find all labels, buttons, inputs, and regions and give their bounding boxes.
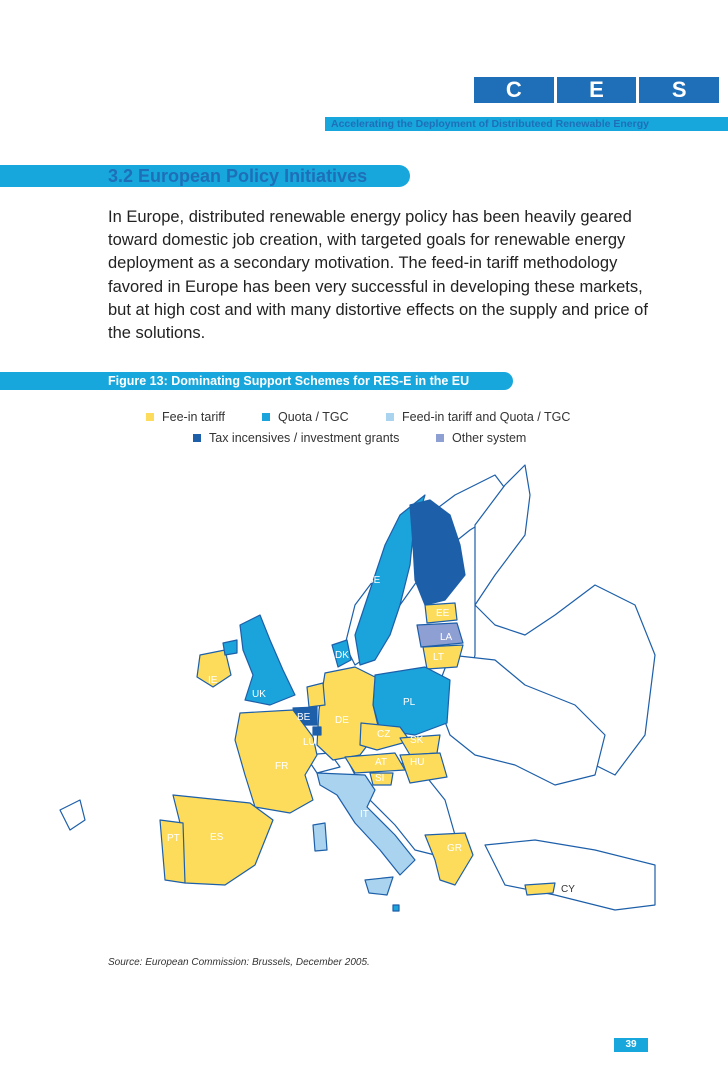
country-uk-ni [223, 640, 237, 655]
label-pl: PL [403, 697, 416, 708]
label-lu: LU [303, 737, 316, 748]
section-title: 3.2 European Policy Initiatives [108, 166, 368, 186]
label-cz: CZ [377, 729, 391, 740]
legend-item-other-system [436, 431, 526, 445]
label-be: BE [297, 712, 311, 723]
country-mt [393, 905, 399, 911]
country-it-sardinia [313, 823, 327, 851]
figure-source: Source: European Commission: Brussels, December 2005. [108, 957, 370, 968]
logo-letter-c: C [474, 77, 554, 103]
legend-swatch [436, 434, 444, 442]
label-es: ES [210, 832, 224, 843]
label-si: SI [375, 773, 385, 784]
body-paragraph: In Europe, distributed renewable energy policy has been heavily geared toward domestic job creation, with targeted goals for renewable energy deployment as a secondary motivation. The feed-in tariff methodology favored in Europe has been very successful in developing these markets, but at high cost and with many distortive effects on the supply and price of the solutions. [108, 208, 648, 343]
label-uk: UK [252, 689, 266, 700]
legend-label: Fee-in tariff [162, 410, 225, 424]
legend-swatch [386, 413, 394, 421]
tagline: Accelerating the Deployment of Distributeed Renewable Energy [331, 118, 649, 130]
legend-item-tax-incentives [193, 431, 399, 445]
label-ie: IE [208, 675, 218, 686]
country-it-sicily [365, 877, 393, 895]
label-sk: SK [410, 735, 424, 746]
legend-swatch [262, 413, 270, 421]
label-mt: MT [369, 899, 384, 910]
country-gr [425, 833, 473, 885]
label-cy: CY [561, 884, 575, 895]
turkey-outline [485, 840, 655, 910]
country-nl [307, 683, 325, 707]
legend-item-quota [262, 410, 349, 424]
label-la: LA [440, 632, 453, 643]
label-dk: DK [335, 650, 349, 661]
label-ee: EE [436, 608, 450, 619]
legend-item-fee-in-tariff [146, 410, 225, 424]
legend-label: Tax incensives / investment grants [209, 431, 400, 445]
legend-swatch [146, 413, 154, 421]
country-lu [313, 727, 321, 735]
label-it: IT [360, 809, 369, 820]
country-pt [160, 820, 185, 883]
logo-letter-s: S [639, 77, 719, 103]
legend-label: Feed-in tariff and Quota / TGC [402, 410, 571, 424]
legend-swatch [193, 434, 201, 442]
label-gr: GR [447, 843, 462, 854]
label-hu: HU [410, 757, 425, 768]
label-se: SE [367, 575, 381, 586]
iceland-outline [60, 800, 85, 830]
label-pt: PT [167, 833, 180, 844]
country-cy [525, 883, 555, 895]
europe-map [55, 455, 675, 945]
ces-logo [474, 77, 719, 103]
page-number: 39 [614, 1038, 648, 1052]
country-uk [240, 615, 295, 705]
legend-label: Other system [452, 431, 527, 445]
label-lt: LT [433, 652, 444, 663]
legend-item-feed-in-and-quota [386, 410, 570, 424]
legend-label: Quota / TGC [278, 410, 349, 424]
label-fr: FR [275, 761, 289, 772]
figure-title: Figure 13: Dominating Support Schemes for RES-E in the EU [108, 374, 470, 388]
logo-letter-e: E [557, 77, 637, 103]
label-at: AT [375, 757, 388, 768]
label-de: DE [335, 715, 349, 726]
